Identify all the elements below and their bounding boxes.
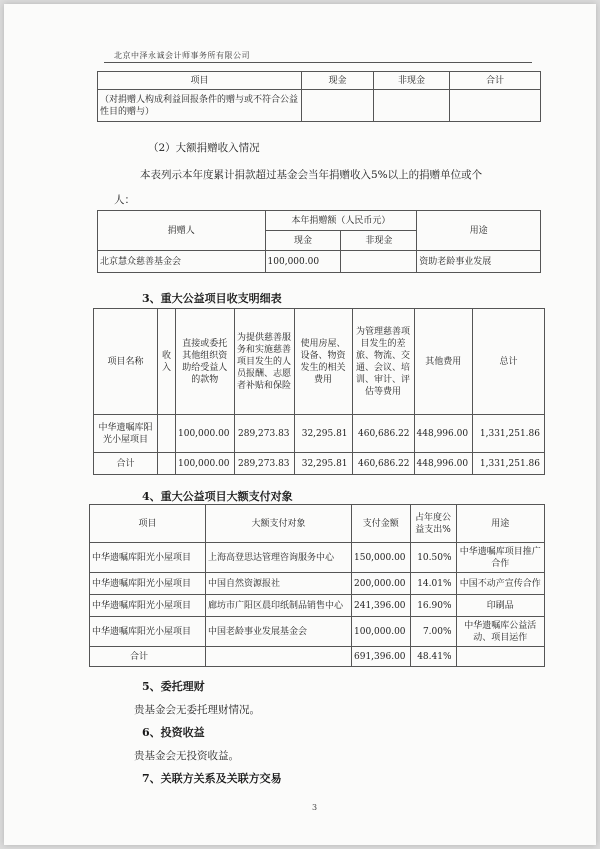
t4-r3-usage: 印刷品 [456, 595, 544, 617]
section-5-text: 贵基金会无委托理财情况。 [134, 704, 260, 716]
t4-r3-payee: 廊坊市广阳区晨印纸制品销售中心 [206, 595, 352, 617]
t4-h-pct: 占年度公益支出% [410, 505, 456, 543]
t4-r2-pct: 14.01% [410, 573, 456, 595]
t3-h-facility: 使用房屋、设备、物资发生的相关费用 [294, 309, 352, 415]
t3-r1-total: 1,331,251.86 [473, 415, 545, 453]
t3-r1-mgmt: 460,686.22 [352, 415, 414, 453]
t2-h-usage: 用途 [417, 211, 541, 251]
major-project-table [93, 308, 545, 475]
t3-h-mgmt: 为管理慈善项目发生的差旅、物流、交通、会议、培训、审计、评估等费用 [352, 309, 414, 415]
t4-r4-usage: 中华遗嘱库公益活动、项目运作 [456, 617, 544, 647]
t4-total-label: 合计 [90, 647, 206, 667]
t2-h-donor: 捐赠人 [98, 211, 266, 251]
t2-cash: 100,000.00 [265, 251, 341, 273]
t4-r1-payee: 上海高登思达管理咨询服务中心 [206, 543, 352, 573]
t3-r2-name: 合计 [94, 453, 158, 475]
page-number: 3 [312, 803, 318, 812]
t3-r2-facility: 32,295.81 [294, 453, 352, 475]
t4-h-amount: 支付金额 [352, 505, 411, 543]
section-6-title: 6、投资收益 [142, 726, 205, 739]
t4-total-payee [206, 647, 352, 667]
t4-r2-usage: 中国不动产宣传合作 [456, 573, 544, 595]
t3-r2-direct: 100,000.00 [176, 453, 235, 475]
t1-h-cash: 现金 [302, 72, 374, 90]
page-header: 北京中泽永诚会计师事务所有限公司 [114, 51, 250, 60]
t3-h-staff: 为提供慈善服务和实施慈善项目发生的人员报酬、志愿者补贴和保险 [234, 309, 294, 415]
t3-r2-income [158, 453, 176, 475]
section-2-desc-line2: 人： [114, 194, 135, 206]
section-7-title: 7、关联方关系及关联方交易 [142, 772, 282, 785]
t4-r1-pct: 10.50% [410, 543, 456, 573]
t4-h-payee: 大额支付对象 [206, 505, 352, 543]
section-3-title: 3、重大公益项目收支明细表 [142, 292, 282, 305]
t3-r2-other: 448,996.00 [414, 453, 473, 475]
t2-noncash [341, 251, 417, 273]
t3-r1-name: 中华遗嘱库阳光小屋项目 [94, 415, 158, 453]
t3-h-other: 其他费用 [414, 309, 473, 415]
t3-r1-facility: 32,295.81 [294, 415, 352, 453]
t4-r1-amount: 150,000.00 [352, 543, 411, 573]
t4-r4-payee: 中国老龄事业发展基金会 [206, 617, 352, 647]
t3-r1-staff: 289,273.83 [234, 415, 294, 453]
t3-r2-staff: 289,273.83 [234, 453, 294, 475]
t2-h-cash: 现金 [265, 231, 341, 251]
t1-h-project: 项目 [98, 72, 302, 90]
t4-h-project: 项目 [90, 505, 206, 543]
t4-r1-usage: 中华遗嘱库项目推广合作 [456, 543, 544, 573]
t4-r2-payee: 中国自然资源报社 [206, 573, 352, 595]
t1-cell [374, 90, 450, 122]
t4-r2-amount: 200,000.00 [352, 573, 411, 595]
t2-h-noncash: 非现金 [341, 231, 417, 251]
section-2-desc-line1: 本表列示本年度累计捐款超过基金会当年捐赠收入5%以上的捐赠单位或个 [140, 169, 483, 181]
section-6-text: 贵基金会无投资收益。 [134, 750, 239, 762]
t1-cell [302, 90, 374, 122]
document-page [4, 4, 596, 845]
t3-h-income: 收入 [158, 309, 176, 415]
t1-row-label: （对捐赠人构成利益回报条件的赠与或不符合公益性目的赠与） [98, 90, 302, 122]
t3-r1-other: 448,996.00 [414, 415, 473, 453]
large-donation-table [97, 210, 541, 273]
t2-h-amount: 本年捐赠额（人民币元） [265, 211, 417, 231]
large-payment-table [89, 504, 545, 667]
t3-h-total: 总计 [473, 309, 545, 415]
t4-total-pct: 48.41% [410, 647, 456, 667]
t3-r2-total: 1,331,251.86 [473, 453, 545, 475]
t3-r2-mgmt: 460,686.22 [352, 453, 414, 475]
t4-r4-amount: 100,000.00 [352, 617, 411, 647]
header-rule [104, 62, 532, 63]
t3-r1-direct: 100,000.00 [176, 415, 235, 453]
t4-r3-amount: 241,396.00 [352, 595, 411, 617]
t1-h-total: 合计 [450, 72, 541, 90]
t4-r3-project: 中华遗嘱库阳光小屋项目 [90, 595, 206, 617]
t1-h-noncash: 非现金 [374, 72, 450, 90]
section-4-title: 4、重大公益项目大额支付对象 [142, 490, 293, 503]
t1-cell [450, 90, 541, 122]
t4-r3-pct: 16.90% [410, 595, 456, 617]
t4-r1-project: 中华遗嘱库阳光小屋项目 [90, 543, 206, 573]
t4-h-usage: 用途 [456, 505, 544, 543]
non-exchange-donation-table [97, 71, 541, 122]
t4-r4-pct: 7.00% [410, 617, 456, 647]
t3-r1-income [158, 415, 176, 453]
t3-h-name: 项目名称 [94, 309, 158, 415]
t2-donor: 北京慧众慈善基金会 [98, 251, 266, 273]
section-5-title: 5、委托理财 [142, 680, 205, 693]
t3-h-direct: 直接或委托其他组织资助给受益人的款物 [176, 309, 235, 415]
t2-usage: 资助老龄事业发展 [417, 251, 541, 273]
t4-total-amount: 691,396.00 [352, 647, 411, 667]
t4-r4-project: 中华遗嘱库阳光小屋项目 [90, 617, 206, 647]
t4-r2-project: 中华遗嘱库阳光小屋项目 [90, 573, 206, 595]
t4-total-usage [456, 647, 544, 667]
section-2-title: （2）大额捐赠收入情况 [148, 142, 260, 154]
